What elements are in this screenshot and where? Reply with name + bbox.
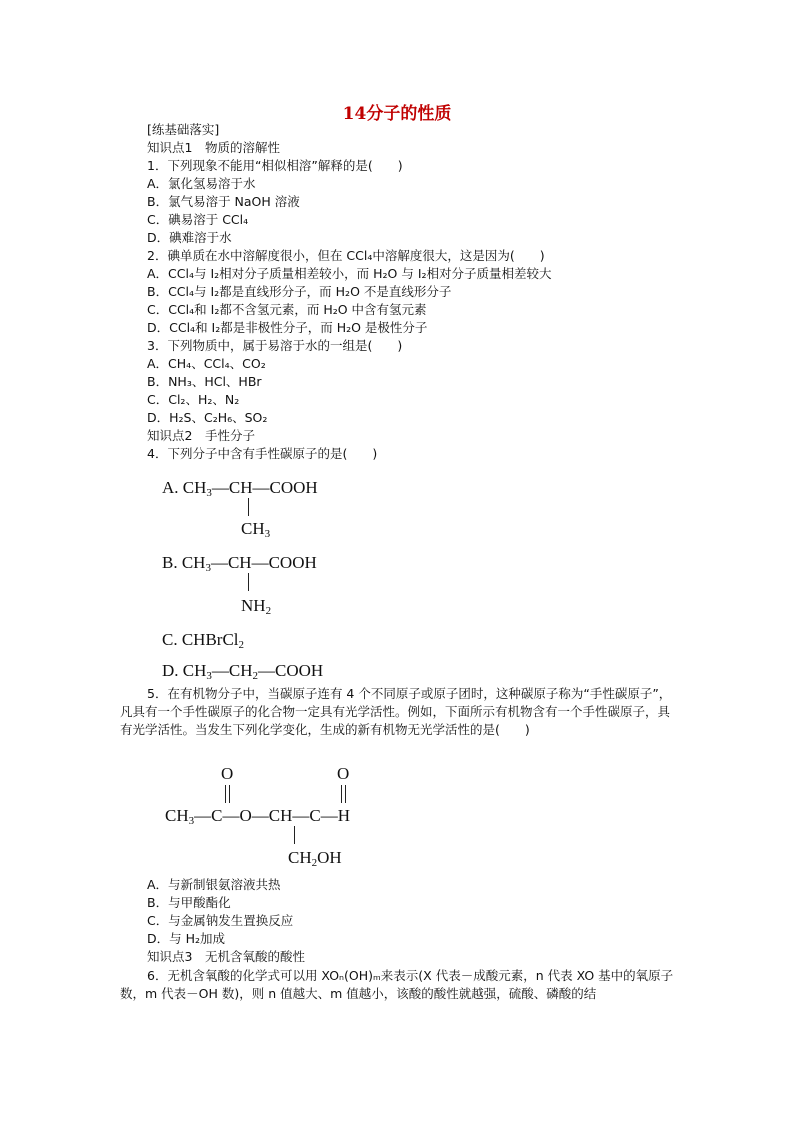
bond-line [248,573,249,591]
q4-option-c-formula: C. CHBrCl$_2$ [162,630,245,651]
knowledge-point-2: 知识点2 手性分子 [147,428,255,443]
section-header: [练基础落实] [147,122,220,137]
q5-option-d: D．与 H₂加成 [147,931,226,946]
bond-line [294,826,295,844]
knowledge-point-1: 知识点1 物质的溶解性 [147,140,280,155]
q5-main-chain: $CH_3—C—O—CH—C—H$ [165,806,350,827]
page-title: 14分子的性质 [342,104,452,124]
q5-carbonyl-o-1: O [221,764,234,783]
q1-option-a: A．氯化氢易溶于水 [147,176,256,191]
q5-substituent: $CH_2OH$ [288,848,342,869]
q4-stem: 4．下列分子中含有手性碳原子的是( ) [147,446,378,461]
q5-option-a: A．与新制银氨溶液共热 [147,877,281,892]
q2-option-d: D．CCl₄和 I₂都是非极性分子，而 H₂O 是极性分子 [147,320,428,335]
q5-option-c: C．与金属钠发生置换反应 [147,913,294,928]
q4-option-b-formula: B. $CH_3—CH—COOH$ [162,553,317,574]
q2-stem: 2．碘单质在水中溶解度很小，但在 CCl₄中溶解度很大，这是因为( ) [147,248,545,263]
knowledge-point-3: 知识点3 无机含氧酸的酸性 [147,949,305,964]
q5-carbonyl-o-2: O [337,764,350,783]
q1-option-b: B．氯气易溶于 NaOH 溶液 [147,194,300,209]
double-bond-line [229,785,230,803]
q3-option-a: A．CH₄、CCl₄、CO₂ [147,356,266,371]
q5-stem: 5．在有机物分子中，当碳原子连有 4 个不同原子或原子团时，这种碳原子称为“手性碳原子”，凡具有一个手性碳原子的化合物一定具有光学活性。例如，下面所示有机物含有一个手性碳原子，具有光学活性。当发生下列化学变化，生成的新有机物无光学活性的是( ) [120,686,672,737]
q2-option-c: C．CCl₄和 I₂都不含氢元素，而 H₂O 中含有氢元素 [147,302,427,317]
q3-option-d: D．H₂S、C₂H₆、SO₂ [147,410,268,425]
double-bond-line [341,785,342,803]
q2-option-a: A．CCl₄与 I₂相对分子质量相差较小，而 H₂O 与 I₂相对分子质量相差较大 [147,266,552,281]
bond-line [248,498,249,516]
double-bond-line [225,785,226,803]
q1-option-c: C．碘易溶于 CCl₄ [147,212,249,227]
q4-option-a-formula: A. $CH_3—CH—COOH$ [162,478,318,499]
q5-option-b: B．与甲酸酯化 [147,895,231,910]
double-bond-line [345,785,346,803]
q1-option-d: D．碘难溶于水 [147,230,232,245]
q1-stem: 1．下列现象不能用“相似相溶”解释的是( ) [147,158,403,173]
q3-option-b: B．NH₃、HCl、HBr [147,374,262,389]
q4-option-b-substituent: $NH_2$ [241,596,272,617]
q4-option-a-substituent: $CH_3$ [241,519,271,540]
q3-stem: 3．下列物质中，属于易溶于水的一组是( ) [147,338,403,353]
q3-option-c: C．Cl₂、H₂、N₂ [147,392,240,407]
q2-option-b: B．CCl₄与 I₂都是直线形分子，而 H₂O 不是直线形分子 [147,284,452,299]
q4-option-d-formula: D. $CH_3—CH_2—COOH$ [162,661,324,682]
q6-stem: 6．无机含氧酸的化学式可以用 XOₙ(OH)ₘ来表示(X 代表－成酸元素，n 代表 XO 基中的氧原子数，m 代表－OH 数)，则 n 值越大、m 值越小，该酸的酸性就越强，硫酸、磷酸的结 [120,968,674,1001]
